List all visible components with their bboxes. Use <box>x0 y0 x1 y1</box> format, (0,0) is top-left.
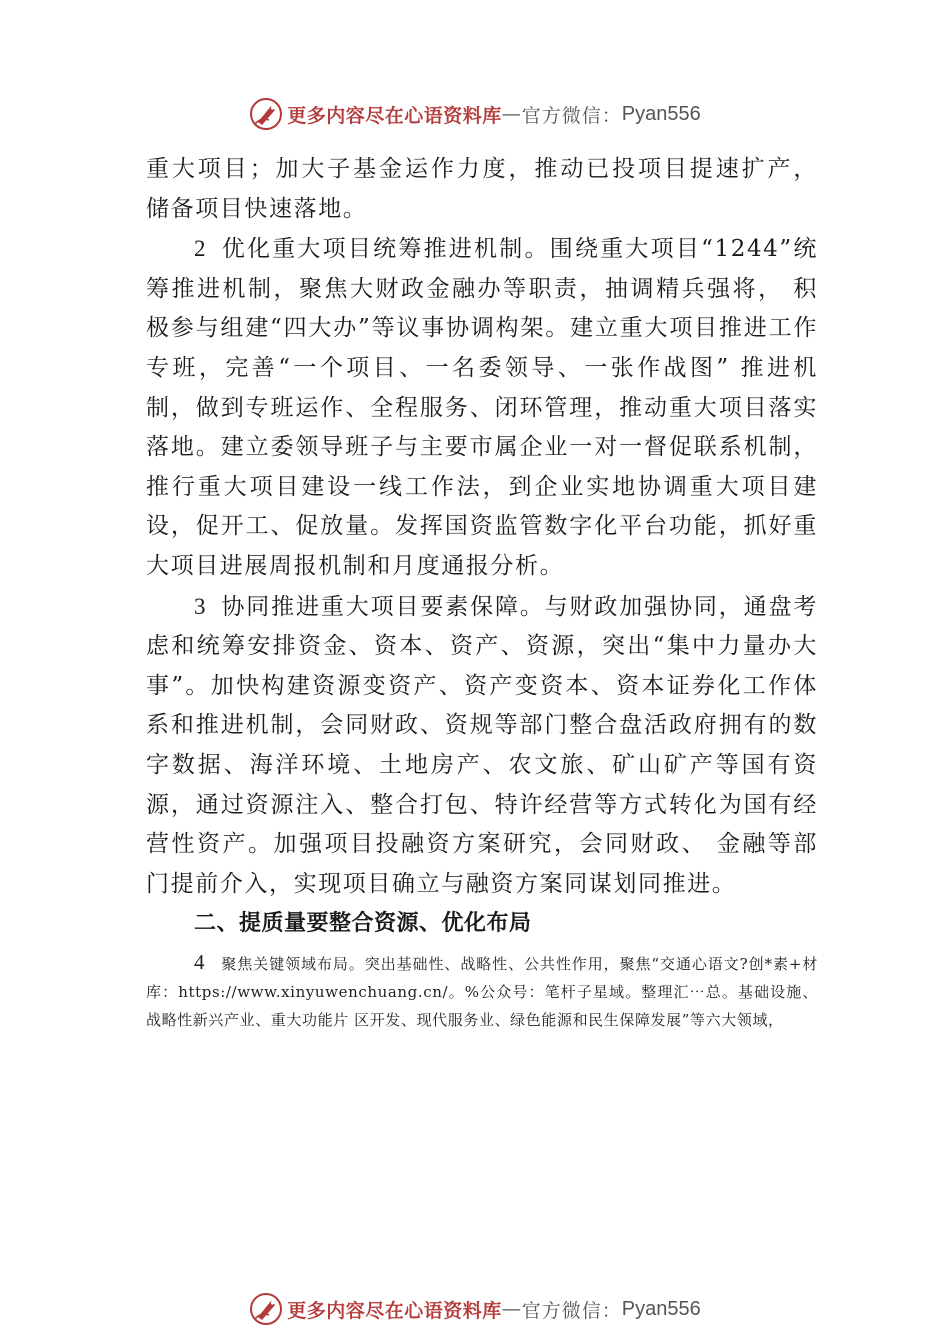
paragraph-text: 重大项目；加大子基金运作力度，推动已投项目提速扩产， 储备项目快速落地。 <box>146 156 818 222</box>
paragraph-text: 聚焦关键领域布局。突出基础性、战略性、公共性作用，聚焦“交通心语文?创*素+材库：https://www.xinyuwenchuang.cn/。%公众号：笔杆子星域。整理汇⋯总。基础设施、战略性新兴产业、重大功能片 区开发、现代服务业、绿色能源和民生保障发展”等六大领域， <box>146 955 818 1030</box>
pen-nib-logo-icon <box>249 1292 283 1326</box>
pen-nib-logo-icon <box>249 97 283 131</box>
banner-library-text: 更多内容尽在心语资料库 <box>287 1299 502 1322</box>
paragraph-item-2 <box>146 229 818 586</box>
item-number: 4 <box>194 950 206 975</box>
item-number: 2 <box>194 236 208 262</box>
paragraph-text: 协同推进重大项目要素保障。与财政加强协同，通盘考虑和统筹安排资金、资本、资产、资源，突出“集中力量办大事”。加快构建资源变资产、资产变资本、资本证券化工作体系和推进机制，会同财政、资规等部门整合盘活政府拥有的数字数据、海洋环境、土地房产、农文旅、矿山矿产等国有资源，通过资源注入、整合打包、特许经营等方式转化为国有经营性资产。加强项目投融资方案研究，会同财政、 金融等部门提前介入，实现项目确立与融资方案同谋划同推进。 <box>146 593 818 897</box>
item-number: 3 <box>194 593 208 619</box>
banner-wechat-label: 官方微信： <box>521 104 622 127</box>
document-body <box>146 150 818 1034</box>
banner-library-text: 更多内容尽在心语资料库 <box>287 104 502 127</box>
banner-dash: — <box>501 103 522 125</box>
paragraph-item-4 <box>146 948 818 1034</box>
paragraph-text: 优化重大项目统筹推进机制。围绕重大项目“1244”统筹推进机制，聚焦大财政金融办等职责，抽调精兵强将， 积极参与组建“四大办”等议事协调构架。建立重大项目推进工作专班，完善“一个项目、一名委领导、一张作战图” 推进机制，做到专班运作、全程服务、闭环管理，推动重大项目落实落地。建立委领导班子与主要市属企业一对一督促联系机制，推行重大项目建设一线工作法，到企业实地协调重大项目建设，促开工、促放量。发挥国资监管数字化平台功能，抓好重大项目进展周报机制和月度通报分析。 <box>146 236 818 579</box>
banner-wechat-id: Pyan556 <box>621 102 701 125</box>
banner-wechat-id: Pyan556 <box>621 1297 701 1320</box>
header-banner <box>0 94 950 134</box>
paragraph-item-3 <box>146 587 818 905</box>
banner-wechat-label: 官方微信： <box>521 1299 622 1322</box>
banner-dash: — <box>501 1298 522 1320</box>
section-heading: 二、提质量要整合资源、优化布局 <box>194 911 532 937</box>
footer-banner <box>0 1289 950 1329</box>
paragraph-continuation <box>146 150 818 229</box>
